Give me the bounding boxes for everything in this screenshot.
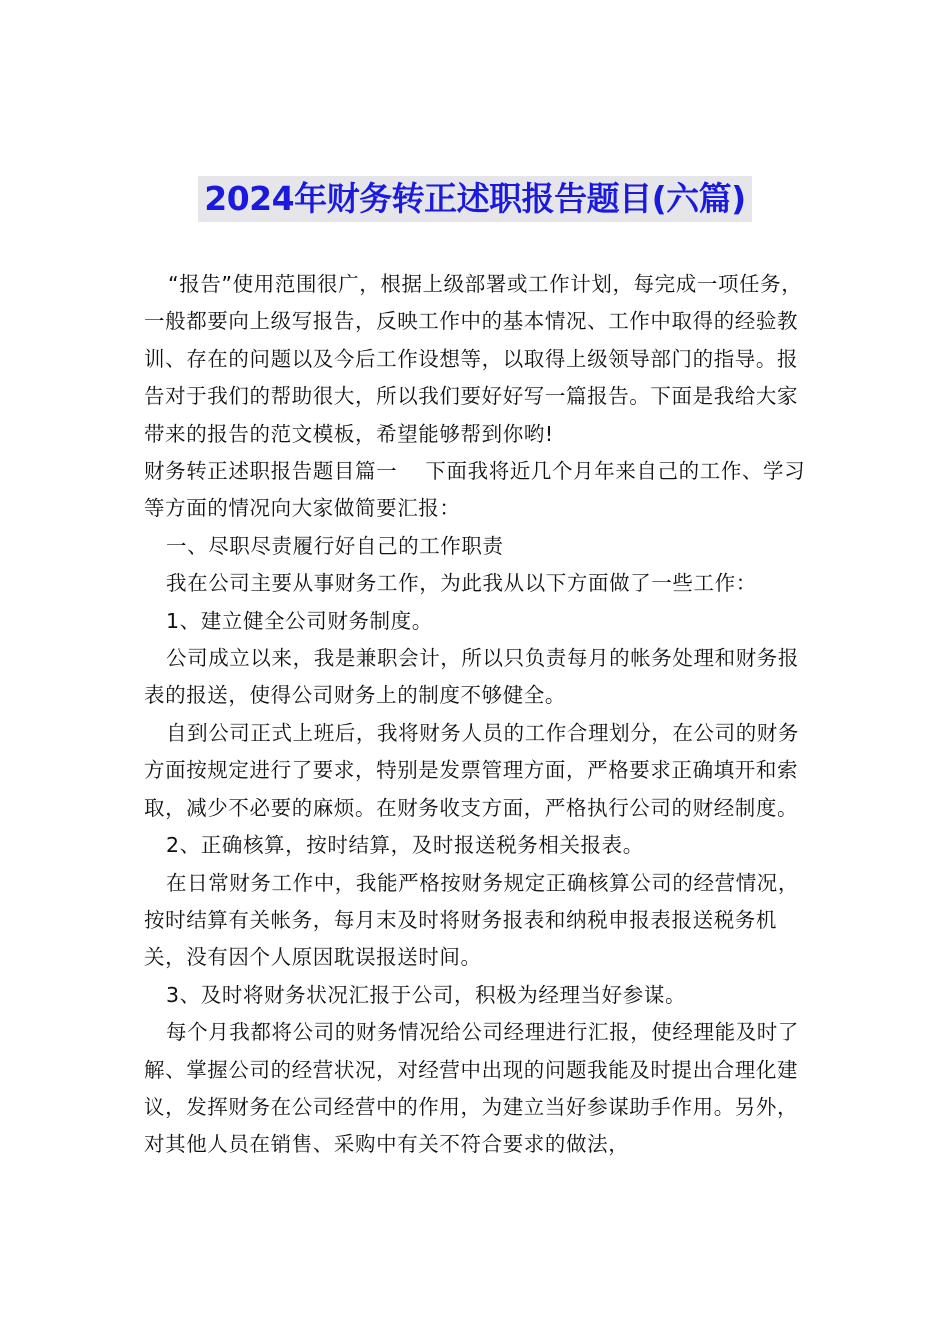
paragraph-item-1-detail-b: 自到公司正式上班后，我将财务人员的工作合理划分，在公司的财务方面按规定进行了要求，特别是发票管理方面，严格要求正确填开和索取，减少不必要的麻烦。在财务收支方面，严格执行公司的财经制度。: [144, 720, 799, 820]
paragraph-item-2-detail: 在日常财务工作中，我能严格按财务规定正确核算公司的经营情况，按时结算有关帐务，每月末及时将财务报表和纳税申报表报送税务机关，没有因个人原因耽误报送时间。: [144, 870, 799, 970]
paragraph-item-3-detail: 每个月我都将公司的财务情况给公司经理进行汇报，使经理能及时了解、掌握公司的经营状况，对经营中出现的问题我能及时提出合理化建议，发挥财务在公司经营中的作用，为建立当好参谋助手作用。另外，对其他人员在销售、采购中有关不符合要求的做法，: [144, 1020, 799, 1157]
title-container: [0, 176, 950, 222]
paragraph-item-3: 3、及时将财务状况汇报于公司，积极为经理当好参谋。: [166, 982, 687, 1007]
document-body: [144, 266, 808, 1164]
paragraph-item-1: 1、建立健全公司财务制度。: [166, 608, 433, 633]
paragraph-item-1-detail-a: 公司成立以来，我是兼职会计，所以只负责每月的帐务处理和财务报表的报送，使得公司财务上的制度不够健全。: [144, 646, 799, 708]
paragraph-work-intro: 我在公司主要从事财务工作，为此我从以下方面做了一些工作：: [166, 571, 757, 596]
paragraph-item-2: 2、正确核算，按时结算，及时报送税务相关报表。: [166, 833, 644, 858]
document-title: 2024年财务转正述职报告题目(六篇): [198, 176, 752, 222]
paragraph-section-heading: 财务转正述职报告题目篇一 下面我将近几个月年来自己的工作、学习等方面的情况向大家做简要汇报：: [144, 459, 806, 521]
paragraph-duty-heading: 一、尽职尽责履行好自己的工作职责: [166, 533, 504, 558]
paragraph-intro: “报告”使用范围很广，根据上级部署或工作计划，每完成一项任务，一般都要向上级写报告，反映工作中的基本情况、工作中取得的经验教训、存在的问题以及今后工作设想等，以取得上级领导部门的指导。报告对于我们的帮助很大，所以我们要好好写一篇报告。下面是我给大家带来的报告的范文模板，希望能够帮到你哟!: [144, 272, 803, 446]
